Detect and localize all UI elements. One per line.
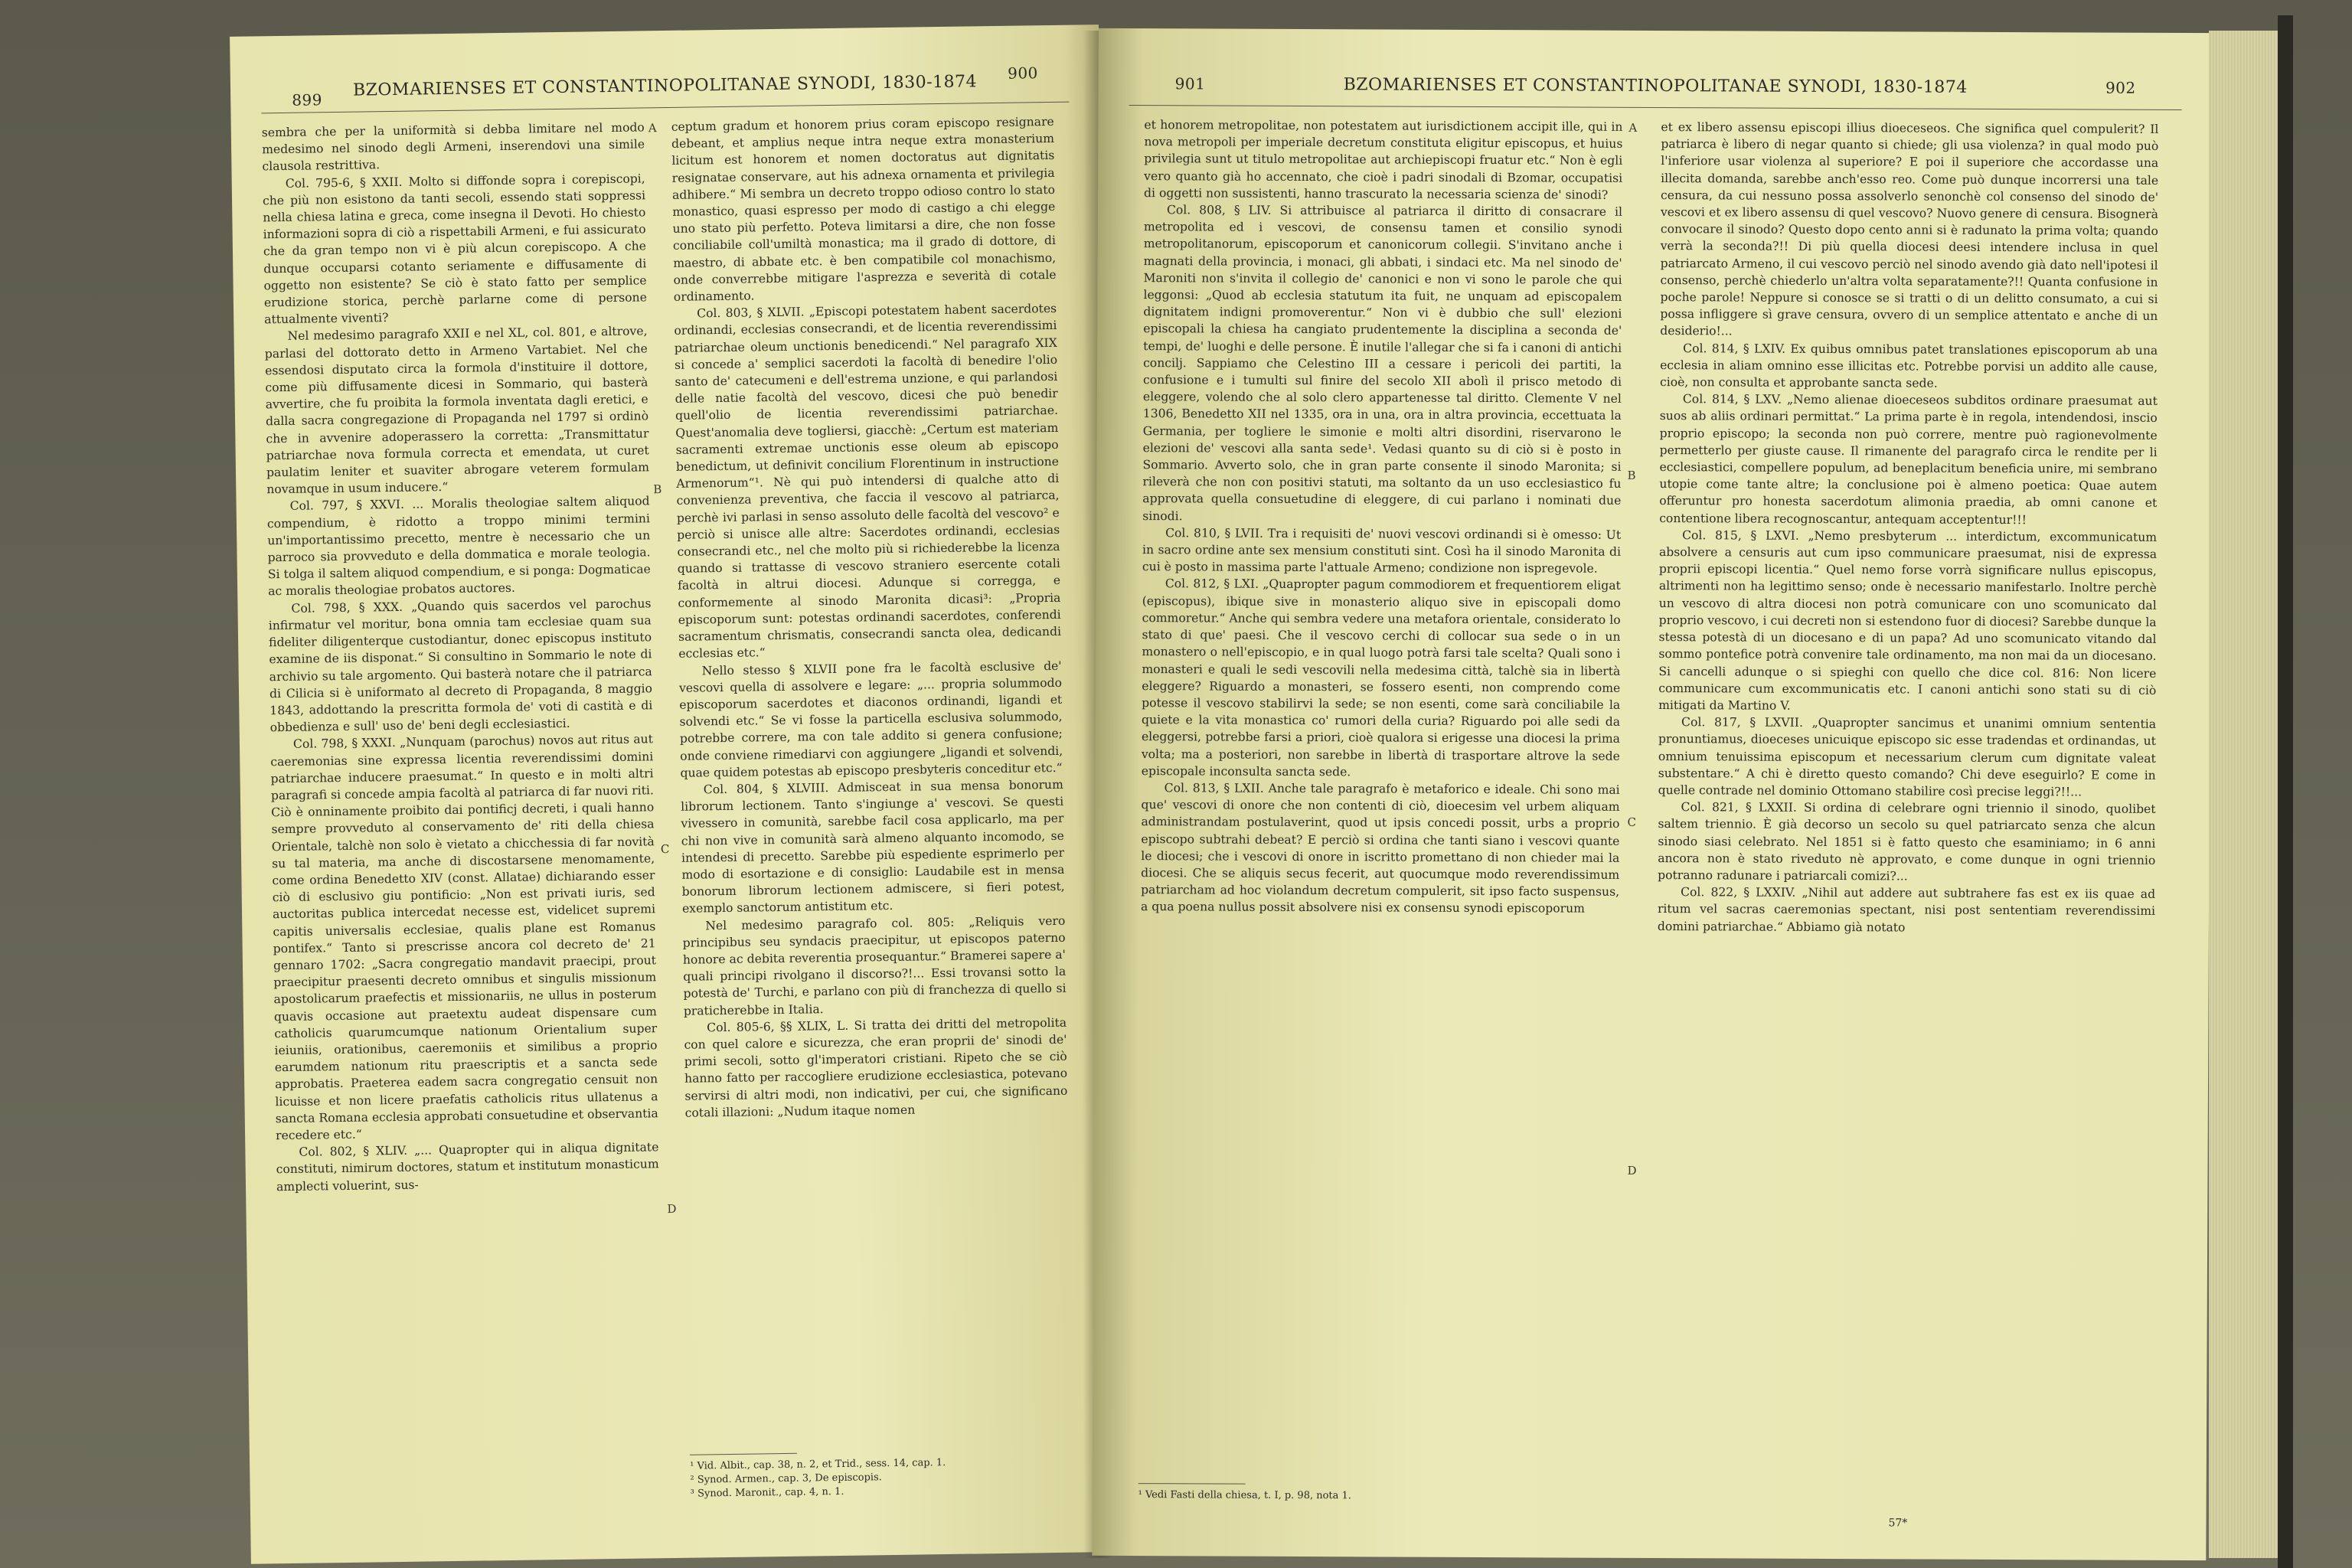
left-col1-paragraph: Col. 797, § XXVI. ... Moralis theologiae saltem aliquod compendium, è ridotto a troppo minimi termini un'importantissimo precetto, mentre è necessario che un parroco sia provveduto e della dommatica e morale teologia. Si tolga il saltem aliquod compendium, e si ponga: Dogmaticae ac moralis theologiae probatos auctores. [266, 494, 651, 599]
right-col2-paragraph: et ex libero assensu episcopi illius dioeceseos. Che significa quel compulerit? Il patriarca è libero di negar quanto si chiede; gli usa violenza? in qual modo può l'inferiore usar violenza al superiore? E poi il superiore che accordasse una illecita domanda, sarebbe anch'esso reo. Come può dunque incorrersi una tale censura, da cui nessuno possa assolverlo senonchè col consenso del sinodo de' vescovi et ex libero assensu di quel vescovo? Nuovo genere di censura. Bisognerà convocare il sinodo? Questo dopo cento anni si è radunato la prima volta; quando verrà la seconda?!! Di più quella diocesi deesi intendere inclusa in quel patriarcato Armeno, il cui vescovo perciò nel sinodo avendo già dato nell'ipotesi il consenso, perchè chiederlo un'altra volta separatamente?!! Quanta confusione in poche parole! Neppure si conosce se si tratti o di un delitto consumato, a cui si possa infliggere sì grave censura, ovvero di un semplice attentato e anche di un desiderio!... [1660, 120, 2159, 338]
right-col2-paragraph: Col. 822, § LXXIV. „Nihil aut addere aut subtrahere fas est ex iis quae ad ritum vel sacras caeremonias spectant, nisi post sententiam reverendissimi domini patriarchae.“ Abbiamo già notato [1657, 885, 2156, 934]
right-col2-paragraph: Col. 814, § LXV. „Nemo alienae dioeceseos subditos ordinare praesumat aut suos ab aliis ordinari permittat.“ La prima parte è in regola, intendendosi, inscio proprio episcopo; la seconda non può correre, mentre può ragionevolmente permetterlo per giuste cause. Il rimanente del paragrafo circa le rendite per li ecclesiastici, compellere populum, ad beneplacitum beneficia unire, mi sembrano utopie come tante altre; la conclusione poi è almeno poetica: Quae autem offeruntur pro honesta sacerdotum alimonia praedia, ab omni canone et contentione libera recognoscantur, antequam acceptentur!!! [1659, 392, 2158, 527]
right-col1-paragraph: Col. 808, § LIV. Si attribuisce al patriarca il diritto di consacrare il metropolita ed i vescovi, de consensu tamen et consilio synodi metropolitanorum, episcoporum et canonicorum collegii. S'invitano anche i magnati della provincia, i monaci, gli abbati, i sindaci etc. Ma nel sinodo de' Maroniti non s'invita il collegio de' canonici e non vi sono le parole che qui leggonsi: „Quod ab ecclesia statutum ita fuit, ne unquam ad episcopalem dignitatem indigni promoverentur.“ Non vi è dubbio che sull' elezioni episcopali la chiesa ha cangiato prudentemente la disciplina a seconda de' tempi, de' luoghi e delle persone. È inutile l'allegar che si fa i canoni di antichi concilj. Sappiamo che Celestino III a cessare i pericoli dei partiti, la confusione e i tumulti sul finire del secolo XII abolì il prisco metodo di eleggere, volendo che al solo clero appartenesse tal diritto. Clemente V nel 1306, Benedetto XII nel 1335, ora in una, ora in altra provincia, eccettuata la Germania, per togliere le simonie e molti altri disordini, riservarono le elezioni de' vescovi alla santa sede¹. Vedasi quanto su di ciò si è posto in Sommario. Avverto solo, che in gran parte consente il sinodo Maronita; si rileverà che non con positivi statuti, ma soltanto da un uso ecclesiastico fu approvata quella consuetudine di eleggere, di cui parlano i nominati due sinodi. [1142, 203, 1623, 523]
footnote-right-1: ¹ Vedi Fasti della chiesa, t. I, p. 98, nota 1. [1138, 1489, 1352, 1502]
footnote-rule-right [1138, 1483, 1246, 1485]
left-col1-paragraph: sembra che per la uniformità si debba limitare nel modo medesimo nel sinodo degli Armeni, inserendovi una simile clausola restrittiva. [261, 120, 645, 174]
right-col1-paragraph: Col. 810, § LVII. Tra i requisiti de' nuovi vescovi ordinandi si è omesso: Ut in sacro ordine ante sex mensium constituti sint. Così ha il sinodo Maronita di cui è posto in massima parte l'attuale Armeno; condizione non ispregevole. [1142, 526, 1622, 576]
footnote-2: ² Synod. Armen., cap. 3, De episcopis. [690, 1472, 882, 1486]
footnote-rule [690, 1453, 797, 1455]
margin-letter-d: D [667, 1201, 677, 1217]
book-cover-edge [2278, 15, 2293, 1568]
left-col2-paragraph: Nel medesimo paragrafo col. 805: „Reliquis vero principibus seu syndacis praecipitur, ut episcopos paterno honore ac debita reverentia prosequantur.“ Bramerei sapere a' quali principi rivolgano il discorso?!... Essi trovansi sotto la potestà de' Turchi, e parlano con più di franchezza di quello si praticherebbe in Italia. [682, 913, 1067, 1018]
page-number-900: 900 [1007, 64, 1038, 83]
left-col2-paragraph: Nello stesso § XLVII pone fra le facoltà esclusive de' vescovi quella di assolvere e legare: „... propria solummodo episcoporum sacerdotes et diaconos ordinandi, ligandi et solvendi etc.“ Se vi fosse la particella esclusiva solummodo, potrebbe correre, ma con tale addito si genera confusione; onde conviene rimediarvi con aggiungere „ligandi et solvendi, quae quidem potestas ab episcopo presbyteris conceditur etc.“ [678, 658, 1063, 780]
right-col1-paragraph: et honorem metropolitae, non potestatem aut iurisdictionem accipit ille, qui in nova metropoli per imperiale decretum constituta eligitur episcopus, et huius privilegia sunt ut titulo metropolitae aut archiepiscopi fruatur etc.“ Non è egli vero quanto già ho accennato, che cioè i padri sinodali di Bzomar, occupatisi di oggetti non sussistenti, hanno trascurato la necessaria scienza de' sinodi? [1144, 118, 1623, 202]
page-number-901: 901 [1174, 74, 1206, 93]
footnote-3: ³ Synod. Maronit., cap. 4, n. 1. [690, 1485, 844, 1500]
margin-letter-c: C [660, 842, 670, 857]
margin-letter-d-right: D [1627, 1163, 1637, 1178]
left-footnotes [690, 1449, 1073, 1501]
left-col1-paragraph: Col. 798, § XXXI. „Nunquam (parochus) novos aut ritus aut caeremonias sine expressa licentia reverendissimi domini patriarchae inducere praesumat.“ In questo e in molti altri paragrafi si concede ampia facoltà al patriarca di far nuovi riti. Ciò è onninamente proibito dai pontificj decreti, i quali hanno sempre provveduto al conservamento de' riti della chiesa Orientale, talchè non solo è vietato a chicchessia di far novità su tal materia, ma anche di discostarsene menomamente, come ordina Benedetto XIV (const. Allatae) dichiarando esser ciò di esclusivo giu pontificio: „Non est privati iuris, sed auctoritas publica intercedat necesse est, videlicet supremi capitis universalis ecclesiae, qualis plane est Romanus pontifex.“ Tanto si prescrisse ancora col decreto de' 21 gennaro 1702: „Sacra congregatio mandavit praecipi, prout praecipitur praesenti decreto omnibus et singulis missionum apostolicarum praefectis et missionariis, ne ullus in posterum quavis occasione aut praetextu audeat dispensare cum catholicis quarumcumque nationum Orientalium super ieiuniis, orationibus, caeremoniis et similibus a proprio earumdem nationum ritu praescriptis et a sancta sede approbatis. Praeterea eadem sacra congregatio censuit non licuisse et non licere praefatis catholicis ritus ullatenus a sancta Romana ecclesia approbati consuetudine et observantia recedere etc.“ [270, 732, 658, 1143]
page-edges [2209, 31, 2282, 1558]
margin-letter-b-right: B [1627, 468, 1636, 482]
right-col2-paragraph: Col. 817, § LXVII. „Quapropter sancimus et unanimi omnium sententia pronuntiamus, dioeceses unicuique episcopo sic esse tradendas et ordinandas, ut omnium tenuissima episcopum et necessarium clerum cum dignitate valeat substentare.“ A chi è diretto questo comando? Chi deve eseguirlo? E come in quelle contrade nel dominio Ottomano stabilire così precise leggi?!!... [1658, 715, 2157, 799]
signature-mark: 57* [1888, 1517, 1908, 1530]
right-col1-paragraph: Col. 812, § LXI. „Quapropter pagum commodiorem et frequentiorem eligat (episcopus), ibique sive in monasterio aliquo sive in episcopali domo commoretur.“ Anche qui sembra vedere una metafora orientale, considerato lo stato di que' paesi. Che il vescovo cerchi di collocar sua sede o in un monastero o nell'episcopio, e in qual luogo potrà farsi tale scelta? Quali sono i monasteri e quali le sedi vescovili nella medesima città, talchè sia in libertà eleggere? Riguardo a monasteri, se fossero esenti, non comprendo come potesse il vescovo stabilirvi la sede; se non esenti, come sarà conciliabile la quiete e la vita monastica co' rumori della curia? Riguardo poi alle sedi da eleggersi, potrebbe farsi a priori, cioè qualora si erigesse una diocesi la prima volta; ma a posteriori, non sarebbe in libertà di trasportare altrove la sede episcopale inconsulta sancta sede. [1141, 577, 1621, 779]
page-number-899: 899 [292, 90, 323, 109]
right-col2-paragraph: Col. 815, § LXVI. „Nemo presbyterum ... interdictum, excommunicatum absolvere a censuris aut cum ipso communicare praesumat, nisi de expressa proprii episcopi licentia.“ Quel nemo forse vorrà significare nullus episcopus, altrimenti non ha legittimo senso; onde è necessario manifestarlo. Inoltre perchè un vescovo di altra diocesi non potrà comunicare con uno scomunicato dal proprio vescovo, i cui decreti non si estendono fuor di diocesi? Sarebbe dunque la stessa potestà di un diocesano e di un papa? Ad uno scomunicato vitando dal sommo pontefice potrà convenire tale ordinamento, ma non mai da un diocesano. Si cancelli adunque o si spieghi con quello che dice col. 816: Non licere communicare cum excommunicatis etc. I canoni antichi sono stati su di ciò mitigati da Martino V. [1658, 528, 2158, 713]
margin-letter-a: A [648, 121, 657, 136]
right-col1-paragraph: Col. 813, § LXII. Anche tale paragrafo è metaforico e ideale. Chi sono mai que' vescovi di onore che non contenti di ciò, dioecesim vel urbem aliquam administrandam postulaverint, quod ut ipsis concedi possit, urbs a proprio episcopo subtrahi debeat? E perciò si ordina che tanti siano i vescovi quante le diocesi; che i vescovi di onore in iscritto promettano di non chieder mai la diocesi. Che se aliquis secus fecerit, aut quocumque modo reverendissimum patriarcham ad hoc violandum decretum compulerit, sit ipso facto suspensus, a qua poena nullus possit absolvere nisi ex consensu synodi episcoporum [1140, 781, 1620, 916]
right-page-header [1129, 74, 2182, 117]
left-col2-paragraph: Col. 804, § XLVIII. Admisceat in sua mensa bonorum librorum lectionem. Tanto s'ingiunge a' vescovi. Se questi vivessero in comunità, sarebbe facil cosa applicarlo, ma per chi non vive in comunità sarà almeno alquanto incomodo, se intendesi di precetto. Sarebbe più espediente esprimerlo per modo di esortazione e di consiglio: Laudabile est in mensa bonorum librorum lectionem admiscere, si fieri potest, exemplo sanctorum antistitum etc. [681, 777, 1065, 916]
left-col2-paragraph: Col. 803, § XLVII. „Episcopi potestatem habent sacerdotes ordinandi, ecclesias consecrandi, et de licentia reverendissimi patriarchae oleum unctionis benedicendi.“ Nel paragrafo XIX si concede a' semplici sacerdoti la facoltà di benedire l'olio santo de' catecumeni e dell'estrema unzione, e qui parlandosi delle natie facoltà del vescovo, dicesi che può benedir quell'olio de licentia reverendissimi patriarchae. Quest'anomalia deve togliersi, giacchè: „Certum est materiam sacramenti extremae unctionis esse oleum ab episcopo benedictum, ut definivit concilium Florentinum in instructione Armenorum“¹. Nè qui può intendersi di qualche atto di convenienza preventiva, che faccia il vescovo al patriarca, perchè ivi parlasi in senso assoluto delle facoltà del vescovo² e perciò si unisce alle altre: Sacerdotes ordinandi, ecclesias consecrandi etc., nel che molto più si richiederebbe la licenza quando si trattasse di vescovo straniero esercente cotali facoltà in altrui diocesi. Adunque si corregga, e conformemente al sinodo Maronita dicasi³: „Propria episcoporum sunt: potestas ordinandi sacerdotes, conferendi sacramentum chrismatis, consecrandi sancta olea, dedicandi ecclesias etc.“ [674, 302, 1062, 662]
left-page-column-1 [262, 119, 659, 1195]
left-col1-paragraph: Col. 795-6, § XXII. Molto si diffonde sopra i corepiscopi, che più non esistono da tanti secoli, essendo stati soppressi nella chiesa latina e greca, come insegna il Devoti. Ho chiesto informazioni sopra di ciò a rispettabili Armeni, e fui assicurato che da gran tempo non vi è più alcun corepiscopo. A che dunque occuparsi cotanto seriamente e diffusamente di oggetto non esistente? Se ciò è stato fatto per semplice erudizione storica, perchè parlarne come di persone attualmente viventi? [262, 171, 647, 327]
left-page-column-2 [671, 113, 1068, 1122]
right-col2-paragraph: Col. 821, § LXXII. Si ordina di celebrare ogni triennio il sinodo, quolibet saltem triennio. È già decorso un secolo su quel patriarcato senza che alcun sinodo siasi celebrato. Nel 1851 si è fatto questo che esaminiamo; in 6 anni ancora non è stato riveduto nè approvato, e come dunque in ogni triennio potranno radunare i patriarcali comizi?... [1658, 800, 2156, 884]
margin-letter-a-right: A [1628, 120, 1638, 135]
page-number-902: 902 [2105, 78, 2136, 97]
left-col1-paragraph: Col. 802, § XLIV. „... Quapropter qui in aliqua dignitate constituti, nimirum doctores, statum et institutum monasticum amplecti voluerint, sus- [276, 1140, 659, 1194]
right-footnotes [1138, 1483, 1617, 1504]
left-page-header [261, 64, 1070, 121]
left-col2-paragraph: Col. 805-6, §§ XLIX, L. Si tratta dei dritti del metropolita con quel calore e sicurezza, che eran proprii de' sinodi de' primi secoli, sotto gl'imperatori cristiani. Ripeto che se ciò hanno fatto per raccogliere erudizione ecclesiastica, potevano servirsi di altri modi, non indicativi, per cui, che significano cotali illazioni: „Nudum itaque nomen [684, 1015, 1068, 1120]
right-page-column-1 [1141, 116, 1623, 917]
running-title-right: BZOMARIENSES ET CONSTANTINOPOLITANAE SYNODI, 1830-1874 [1343, 75, 1968, 97]
right-page [1092, 28, 2213, 1560]
right-page-column-2 [1658, 119, 2159, 937]
footnote-1: ¹ Vid. Albit., cap. 38, n. 2, et Trid., sess. 14, cap. 1. [690, 1457, 946, 1472]
margin-letter-b: B [653, 482, 662, 497]
left-page [230, 24, 1120, 1564]
right-col2-paragraph: Col. 814, § LXIV. Ex quibus omnibus patet translationes episcoporum ab una ecclesia in aliam omnino esse illicitas etc. Potrebbe porvisi un addito alle cause, cioè, non consulta et approbante sancta sede. [1659, 341, 2158, 390]
running-title-left: BZOMARIENSES ET CONSTANTINOPOLITANAE SYNODI, 1830-1874 [352, 72, 978, 100]
margin-letter-c-right: C [1627, 815, 1637, 829]
left-col2-paragraph: ceptum gradum et honorem prius coram episcopo resignare debeant, et amplius neque intra neque extra monasterium licitum est honorem et nomen doctoratus aut dignitatis resignatae conservare, aut his adnexa ornamenta et privilegia adhibere.“ Mi sembra un decreto troppo odioso contro lo stato monastico, quasi espresso per modo di castigo a chi elegge uno stato più perfetto. Poteva limitarsi a dire, che non fosse conciliabile coll'umiltà monastica; ma il grado di dottore, di maestro, di abbate etc. è ben compatibile col monachismo, onde converrebbe mitigare l'asprezza e severità di cotale ordinamento. [671, 114, 1057, 304]
left-col1-paragraph: Col. 798, § XXX. „Quando quis sacerdos vel parochus infirmatur vel moritur, bona omnia tam ecclesiae quam sua fideliter diligenterque custodiantur, donec episcopus instituto examine de iis disponat.“ Si consultino in Sommario le note di archivio su tale argomento. Qui basterà notare che il patriarca di Cilicia si è uniformato al decreto di Propaganda, 8 maggio 1843, addottando la prescritta formola de' voti di castità e di obbedienza e sull' uso de' beni degli ecclesiastici. [268, 596, 653, 735]
left-col1-paragraph: Nel medesimo paragrafo XXII e nel XL, col. 801, e altrove, parlasi del dottorato detto in Armeno Vartabiet. Nel che essendosi disputato circa la formola d'instituire il dottore, come più diffusamente dicesi in Sommario, qui basterà avvertire, che fu proibita la formola inventata dagli eretici, e dalla sacra congregazione di Propaganda nel 1797 si ordinò che in avvenire adoperassero la corretta: „Transmittatur patriarchae nova formula correcta et emendata, ut curet paulatim leniter et suaviter abrogare veterem formulam novamque in usum inducere.“ [264, 324, 650, 497]
